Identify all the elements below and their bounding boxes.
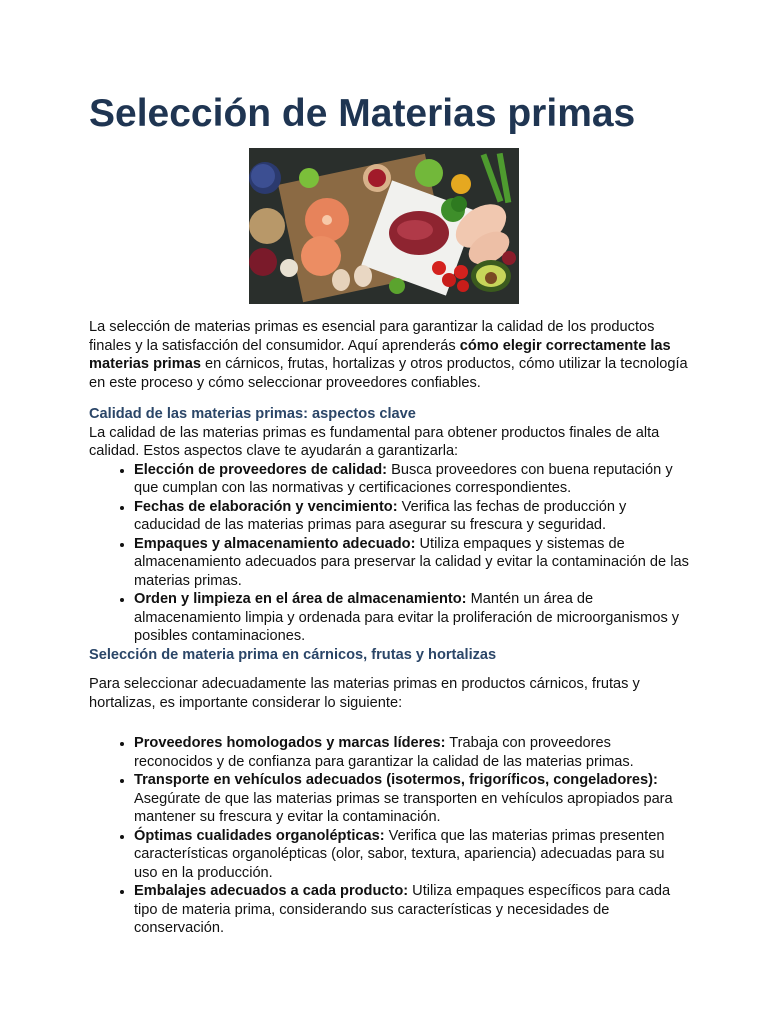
list-item-text: Verifica las fechas de producción y caducidad de las materias primas para asegurar su frescura y seguridad. xyxy=(134,498,627,533)
intro-bold-text: cómo elegir correctamente las materias primas xyxy=(89,337,671,372)
section-quality-heading: Calidad de las materias primas: aspectos clave xyxy=(89,406,416,422)
list-item-text: Busca proveedores con buena reputación y que cumplan con las normativas y certificaciones correspondientes. xyxy=(134,461,673,496)
page-title: Selección de Materias primas xyxy=(89,92,636,135)
list-item-text: Mantén un área de almacenamiento limpia y ordenada para evitar la proliferación de microorganismos y posibles contaminaciones. xyxy=(134,591,680,644)
list-item-bold: Orden y limpieza en el área de almacenamiento: xyxy=(134,591,467,607)
quality-list xyxy=(89,461,689,646)
list-item-bold: Transporte en vehículos adecuados (isotermos, frigoríficos, congeladores): xyxy=(134,772,658,788)
list-item xyxy=(134,827,689,883)
list-item-bold: Elección de proveedores de calidad: xyxy=(134,461,388,478)
list-item-text: Verifica que las materias primas presenten características organolépticas (olor, sabor, textura, apariencia) adecuadas para su uso en la producción. xyxy=(134,827,665,881)
list-item-bold: Empaques y almacenamiento adecuado: xyxy=(134,535,416,552)
list-item xyxy=(134,498,689,535)
list-item-text: Utiliza empaques y sistemas de almacenamiento adecuados para preservar la calidad y evitar la contaminación de las materias primas. xyxy=(134,535,689,589)
list-item-bold: Embalajes adecuados a cada producto: xyxy=(134,883,409,899)
food-photo-illustration xyxy=(249,148,519,304)
list-item-bold: Fechas de elaboración y vencimiento: xyxy=(134,498,398,515)
intro-paragraph xyxy=(89,318,689,392)
section-selection-paragraph-block xyxy=(89,675,689,712)
list-item-text: Utiliza empaques específicos para cada tipo de materia prima, considerando sus características y necesidades de conservación. xyxy=(134,883,671,936)
section-selection-list-block xyxy=(89,734,689,938)
section-quality-paragraph: La calidad de las materias primas es fundamental para obtener productos finales de alta calidad. Estos aspectos clave te ayudarán a garantizarla: xyxy=(89,424,660,459)
list-item-text: Trabaja con proveedores reconocidos y de confianza para garantizar la calidad de las materias primas. xyxy=(134,735,634,770)
list-item xyxy=(134,882,689,938)
list-item xyxy=(134,590,689,646)
list-item-bold: Óptimas cualidades organolépticas: xyxy=(134,827,385,844)
list-item-bold: Proveedores homologados y marcas líderes: xyxy=(134,735,446,751)
selection-list xyxy=(89,734,689,938)
intro-text-end: en cárnicos, frutas, hortalizas y otros productos, cómo utilizar la tecnología en este proceso y cómo seleccionar proveedores confiables. xyxy=(89,356,688,391)
section-selection-heading: Selección de materia prima en cárnicos, frutas y hortalizas xyxy=(89,646,497,663)
intro-text: La selección de materias primas es esencial para garantizar la calidad de los productos finales y la satisfacción del consumidor. Aquí aprenderás xyxy=(89,319,655,354)
section-quality xyxy=(89,405,689,664)
food-photo xyxy=(249,148,519,304)
list-item xyxy=(134,535,689,591)
list-item xyxy=(134,734,689,771)
list-item xyxy=(134,771,689,827)
list-item xyxy=(134,461,689,498)
section-selection-paragraph: Para seleccionar adecuadamente las materias primas en productos cárnicos, frutas y hortalizas, es importante considerar lo siguiente: xyxy=(89,676,640,711)
list-item-text: Asegúrate de que las materias primas se transporten en vehículos apropiados para mantener su frescura y evitar la contaminación. xyxy=(134,790,673,825)
